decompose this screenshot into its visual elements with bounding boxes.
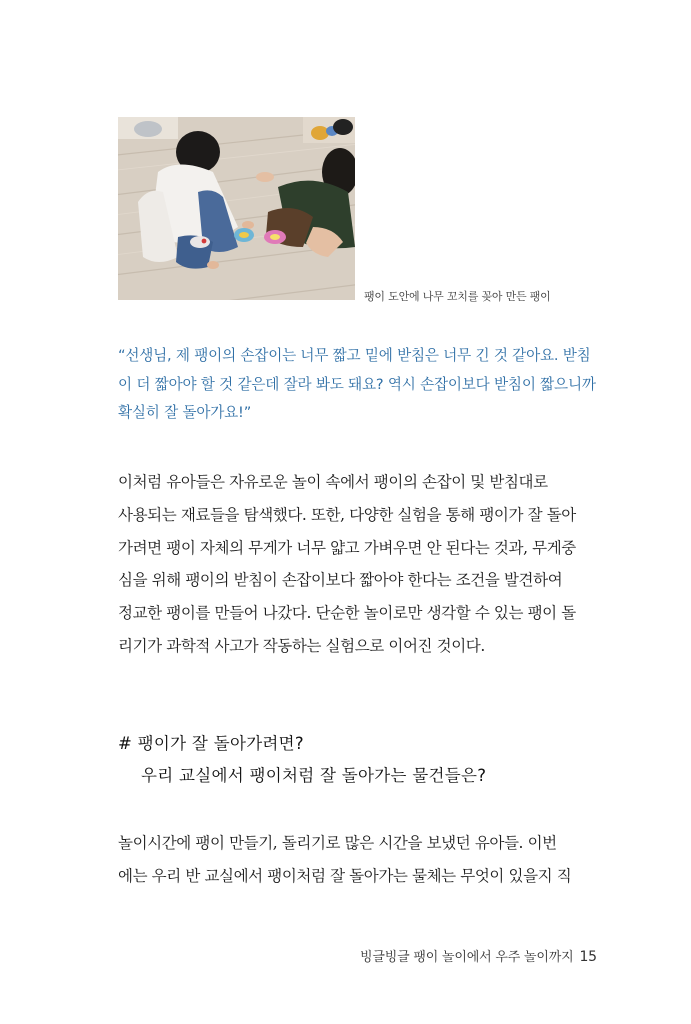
photo-caption: 팽이 도안에 나무 꼬치를 꽂아 만든 팽이: [364, 290, 551, 303]
paragraph-line: 사용되는 재료들을 탐색했다. 또한, 다양한 실험을 통해 팽이가 잘 돌아: [118, 505, 576, 524]
paragraph-line: 리기가 과학적 사고가 작동하는 실험으로 이어진 것이다.: [118, 636, 485, 655]
page-number: 15: [579, 949, 597, 965]
paragraph-line: 에는 우리 반 교실에서 팽이처럼 잘 돌아가는 물체는 무엇이 있을지 직: [118, 866, 572, 885]
body-paragraph-2: [118, 827, 596, 893]
running-title: 빙글빙글 팽이 놀이에서 우주 놀이까지: [360, 950, 574, 965]
paragraph-line: 가려면 팽이 자체의 무게가 너무 얇고 가벼우면 안 된다는 것과, 무게중: [118, 538, 576, 557]
section-heading: [118, 728, 486, 792]
body-paragraph-1: [118, 466, 596, 663]
quote-line: “선생님, 제 팽이의 손잡이는 너무 짧고 밑에 받침은 너무 긴 것 같아요. 받침: [118, 347, 591, 364]
paragraph-line: 정교한 팽이를 만들어 나갔다. 단순한 놀이로만 생각할 수 있는 팽이 돌: [118, 604, 576, 623]
section-heading-title: # 팽이가 잘 돌아가려면?: [118, 734, 304, 753]
paragraph-line: 심을 위해 팽이의 받침이 손잡이보다 짧아야 한다는 조건을 발견하여: [118, 571, 563, 590]
children-spinning-tops-photo: [118, 117, 355, 300]
paragraph-line: 놀이시간에 팽이 만들기, 돌리기로 많은 시간을 보냈던 유아들. 이번: [118, 834, 557, 852]
quote-line: 이 더 짧아야 할 것 같은데 잘라 봐도 돼요? 역시 손잡이보다 받침이 짧으니까: [118, 375, 596, 393]
child-quote: [118, 342, 610, 428]
photo-illustration: [118, 117, 355, 300]
paragraph-line: 이처럼 유아들은 자유로운 놀이 속에서 팽이의 손잡이 및 받침대로: [118, 473, 548, 491]
section-heading-subtitle: 우리 교실에서 팽이처럼 잘 돌아가는 물건들은?: [141, 766, 487, 785]
page-footer: [360, 946, 596, 965]
quote-line: 확실히 잘 돌아가요!”: [118, 404, 252, 421]
